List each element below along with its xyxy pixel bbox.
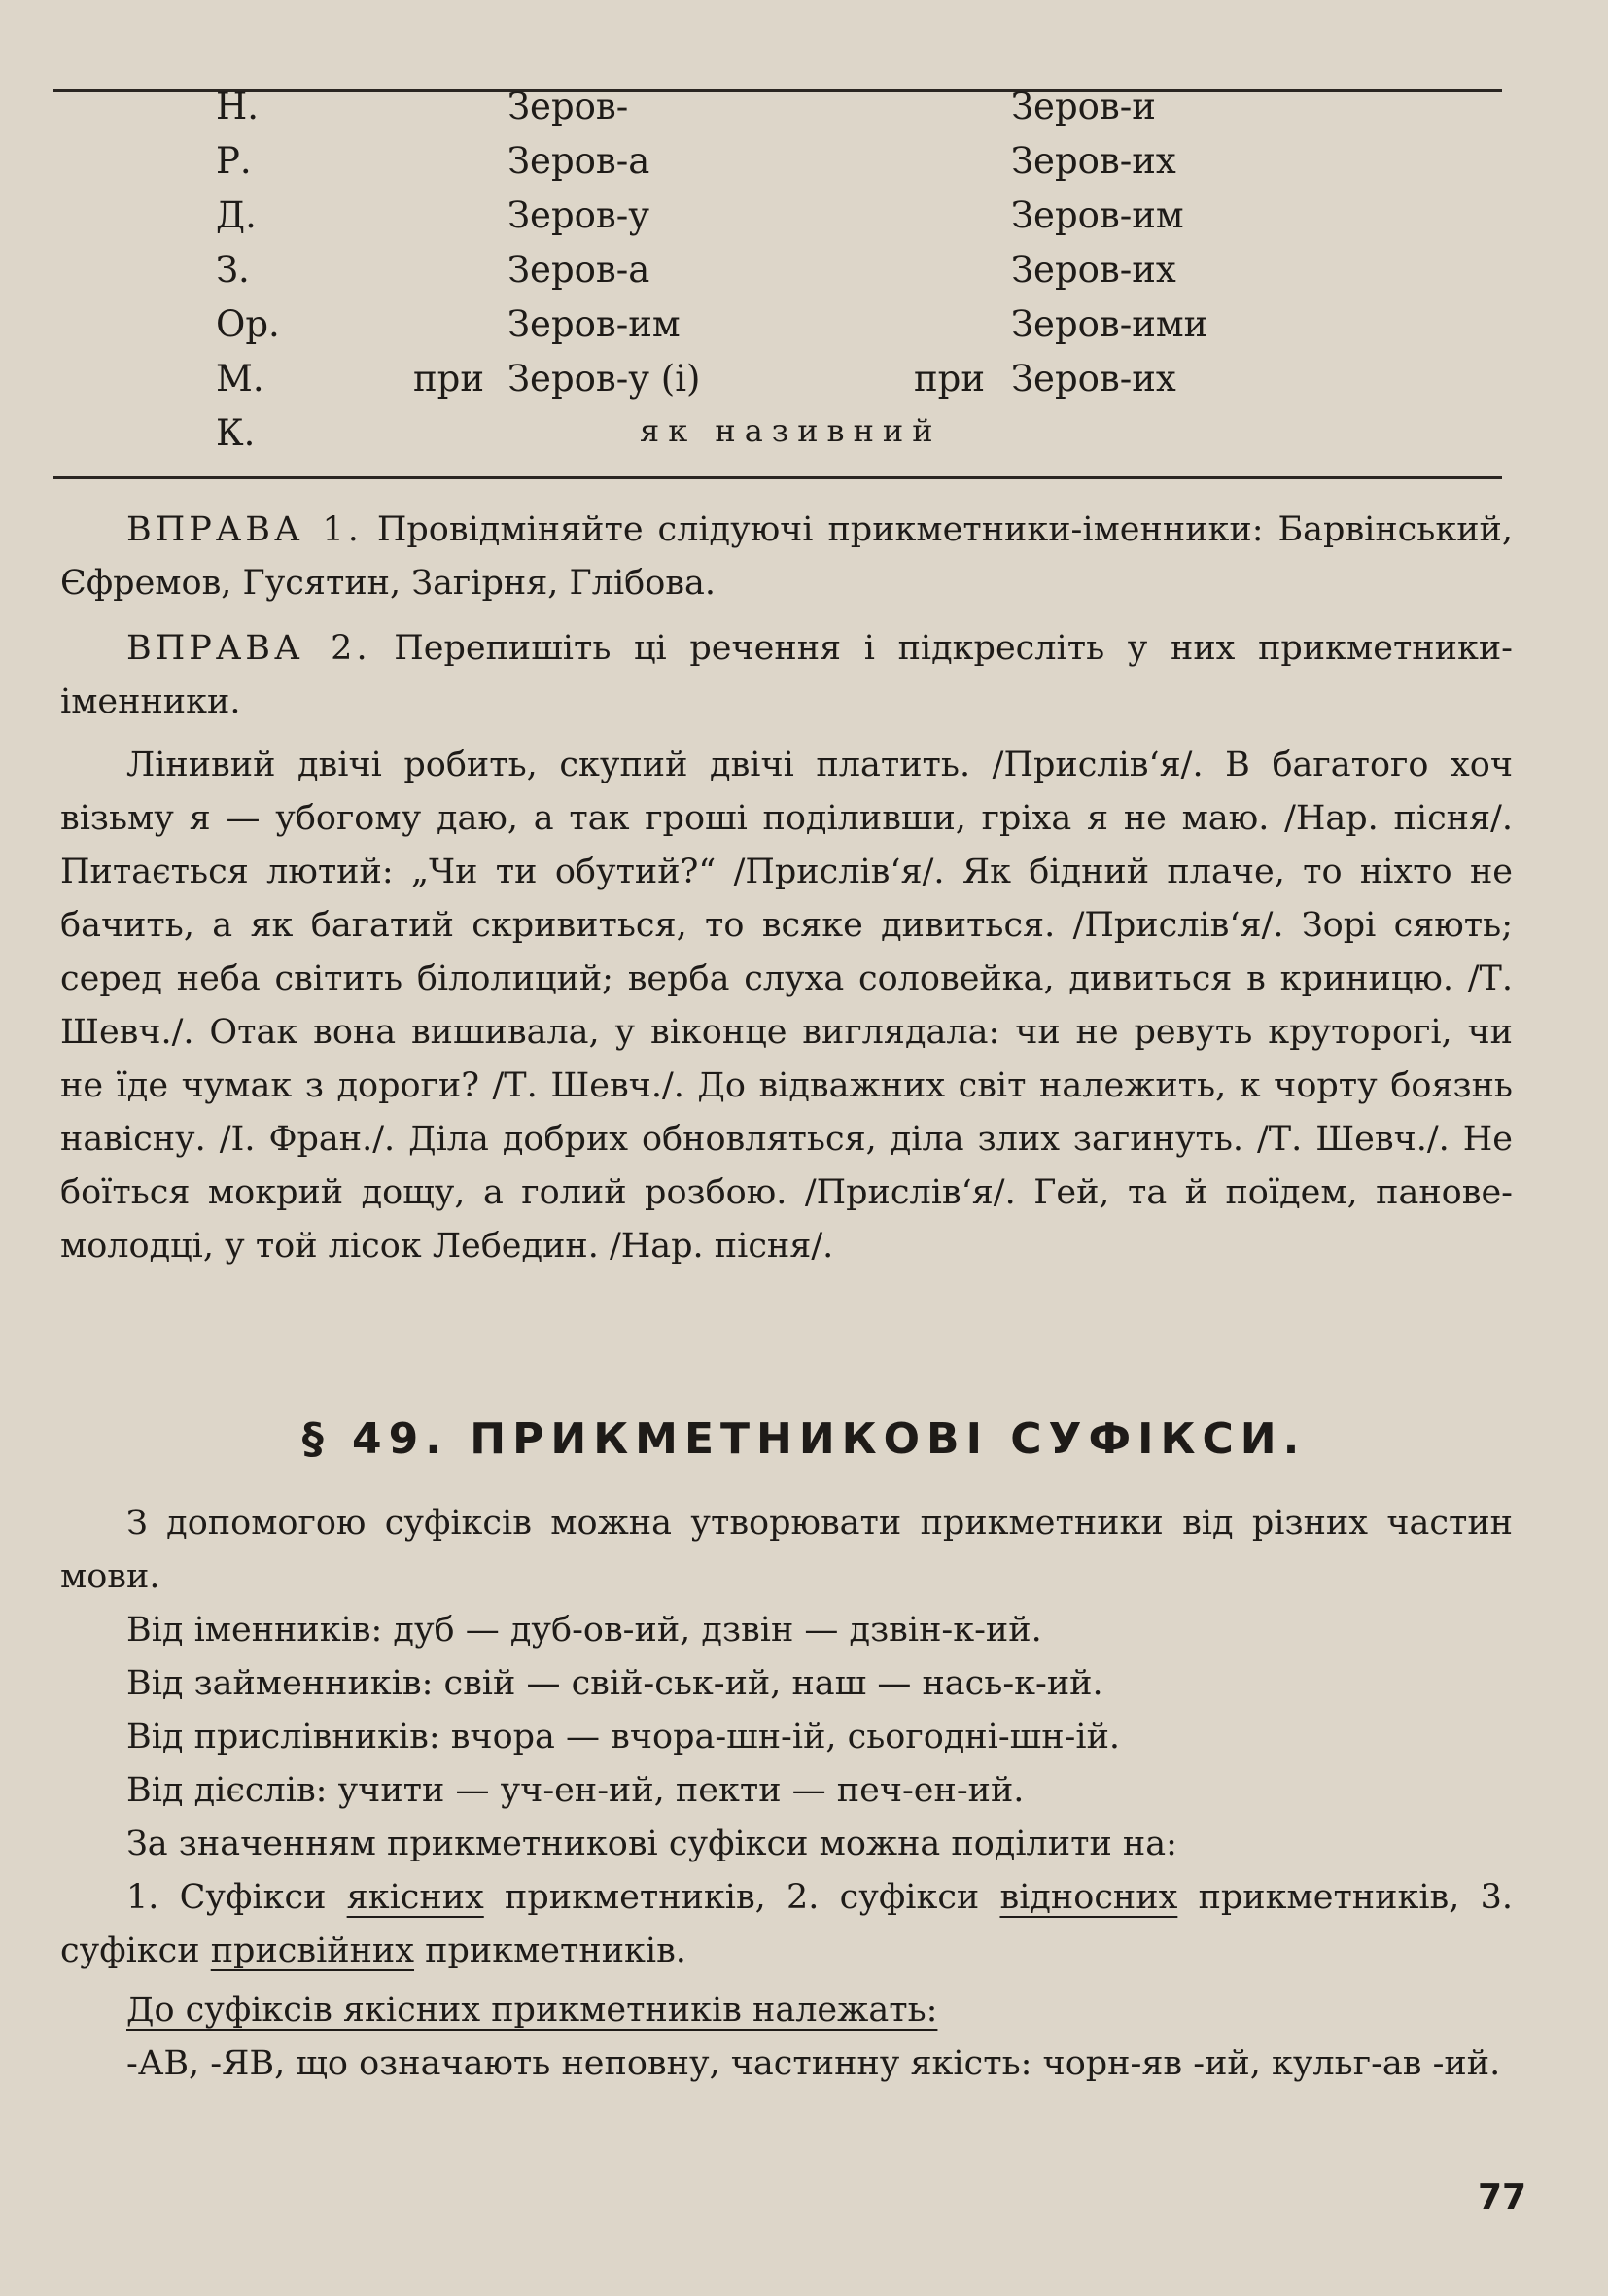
exercise-2-sentences [60, 739, 1513, 1273]
example-line: Від займенників: свій — свій-ськ-ий, наш — нась-к-ий. [126, 1664, 1103, 1703]
declension-row [0, 86, 1608, 140]
case-label: Н. [216, 86, 260, 127]
plural-form: Зеров-им [1011, 194, 1184, 236]
division-text [60, 1871, 1513, 1978]
plural-form: Зеров-и [1011, 86, 1156, 127]
example-line: Від дієслів: учити — уч-ен-ий, пекти — печ-ен-ий. [126, 1771, 1025, 1810]
singular-form: Зеров-у [507, 194, 650, 236]
declension-row [0, 194, 1608, 249]
singular-form: Зеров-у (і) [507, 358, 701, 400]
section-intro: З допомогою суфіксів можна утворювати прикметники від різних частин мови. [60, 1504, 1513, 1596]
case-label: М. [216, 358, 264, 400]
qualitative-heading: До суфіксів якісних прикметників належать: [126, 1991, 938, 2030]
section-body [60, 1497, 1513, 2091]
case-label: Д. [216, 194, 257, 236]
sentences-paragraph: Лінивий двічі робить, скупий двічі платить. /Прислів‘я/. В багатого хоч візьму я — убогому даю, а так гроші поділивши, гріха я не маю. /Нар. пісня/. Питається лютий: „Чи ти обутий?“ /Прислів‘я/. Як бідний плаче, то ніхто не бачить, а як багатий скривиться, то всяке дивиться. /Прислів‘я/. Зорі сяють; серед неба світить білолиций; верба слуха соловейка, дивиться в криницю. /Т. Шевч./. Отак вона вишивала, у віконце виглядала: чи не ревуть круторогі, чи не їде чумак з дороги? /Т. Шевч./. До відважних світ належить, к чорту боязнь навісну. /І. Фран./. Діла добрих обновляться, діла злих загинуть. /Т. Шевч./. Не боїться мокрий дощу, а голий розбою. /Прислів‘я/. Гей, та й поїдем, панове-молодці, у той лісок Лебедин. /Нар. пісня/. [60, 746, 1513, 1266]
plural-form: Зеров-ими [1011, 303, 1208, 345]
division-part: прикметників, 3. суфікси [60, 1878, 1513, 1970]
section-title: § 49. ПРИКМЕТНИКОВІ СУФІКСИ. [301, 1414, 1307, 1464]
plural-form: Зеров-их [1011, 140, 1176, 182]
exercise-1 [60, 504, 1513, 610]
underlined-term: присвійних [210, 1931, 415, 1970]
table-bottom-rule [53, 476, 1502, 479]
division-part: 1. Суфікси [126, 1878, 347, 1917]
qualitative-text: -АВ, -ЯВ, що означають неповну, частинну якість: чорн-яв -ий, кульг-ав -ий. [126, 2044, 1501, 2083]
example-line: Від іменників: дуб — дуб-ов-ий, дзвін — дзвін-к-ий. [126, 1611, 1042, 1650]
division-part: прикметників, 2. суфікси [483, 1878, 1000, 1917]
exercise-2-text: Перепишіть ці речення і підкресліть у них прикметники-іменники. [60, 629, 1513, 721]
singular-form: Зеров- [507, 86, 629, 127]
exercise-2-label: ВПРАВА 2. [126, 629, 371, 668]
declension-row-vocative [0, 412, 1608, 467]
case-label: Р. [216, 140, 252, 182]
declension-row [0, 303, 1608, 358]
division-intro: За значенням прикметникові суфікси можна поділити на: [126, 1825, 1177, 1863]
exercise-1-paragraph [60, 504, 1513, 610]
exercise-1-text: Провідміняйте слідуючі прикметники-іменники: Барвінський, Єфремов, Гусятин, Загірня, Глібова. [60, 510, 1513, 603]
plural-form: Зеров-их [1011, 249, 1176, 291]
qualitative-heading-line [60, 1984, 1513, 2037]
exercise-2-paragraph [60, 622, 1513, 729]
declension-row [0, 358, 1608, 412]
case-label: К. [216, 412, 256, 454]
page-number: 77 [1478, 2177, 1527, 2217]
case-label: Ор. [216, 303, 280, 345]
underlined-term: якісних [346, 1878, 484, 1917]
vocative-note: як називний [640, 412, 942, 449]
declension-row [0, 140, 1608, 194]
singular-form: Зеров-а [507, 140, 650, 182]
exercise-1-label: ВПРАВА 1. [126, 510, 363, 549]
example-line: Від прислівників: вчора — вчора-шн-ій, сьогодні-шн-ій. [126, 1718, 1121, 1757]
preposition: при [914, 358, 986, 400]
division-part: прикметників. [414, 1931, 686, 1970]
singular-form: Зеров-а [507, 249, 650, 291]
plural-form: Зеров-их [1011, 358, 1176, 400]
preposition: при [413, 358, 485, 400]
underlined-term: відносних [999, 1878, 1178, 1917]
exercise-2 [60, 622, 1513, 729]
singular-form: Зеров-им [507, 303, 681, 345]
declension-row [0, 249, 1608, 303]
case-label: З. [216, 249, 250, 291]
